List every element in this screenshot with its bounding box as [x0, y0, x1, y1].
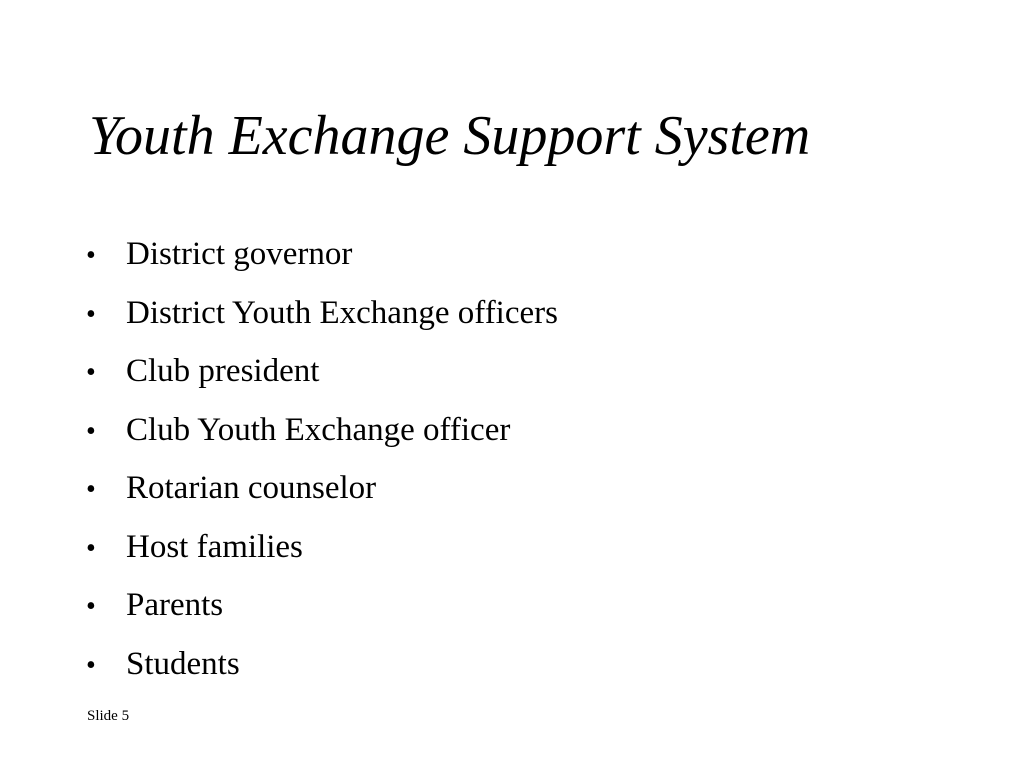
list-item	[86, 402, 558, 461]
list-item	[86, 577, 558, 636]
list-item	[86, 636, 558, 695]
bullet-icon: •	[86, 415, 96, 447]
bullet-text: Parents	[126, 587, 224, 623]
slide-title: Youth Exchange Support System	[89, 105, 811, 167]
list-item	[86, 226, 558, 285]
bullet-icon: •	[86, 591, 96, 622]
bullet-icon: •	[86, 474, 96, 505]
list-item	[86, 460, 558, 519]
bullet-list	[86, 226, 558, 694]
bullet-text: District governor	[126, 236, 353, 272]
bullet-text: Club Youth Exchange officer	[126, 411, 511, 448]
bullet-text: Rotarian counselor	[126, 470, 377, 506]
bullet-icon: •	[86, 649, 96, 681]
bullet-text: Students	[126, 645, 240, 682]
bullet-icon: •	[86, 298, 96, 330]
bullet-icon: •	[86, 357, 96, 388]
slide-number: Slide 5	[87, 708, 130, 724]
bullet-icon: •	[86, 240, 96, 271]
list-item	[86, 285, 558, 344]
bullet-text: Club president	[126, 353, 320, 389]
bullet-text: Host families	[126, 528, 303, 565]
list-item	[86, 519, 558, 578]
bullet-text: District Youth Exchange officers	[126, 294, 558, 331]
list-item	[86, 343, 558, 402]
bullet-icon: •	[86, 532, 96, 564]
